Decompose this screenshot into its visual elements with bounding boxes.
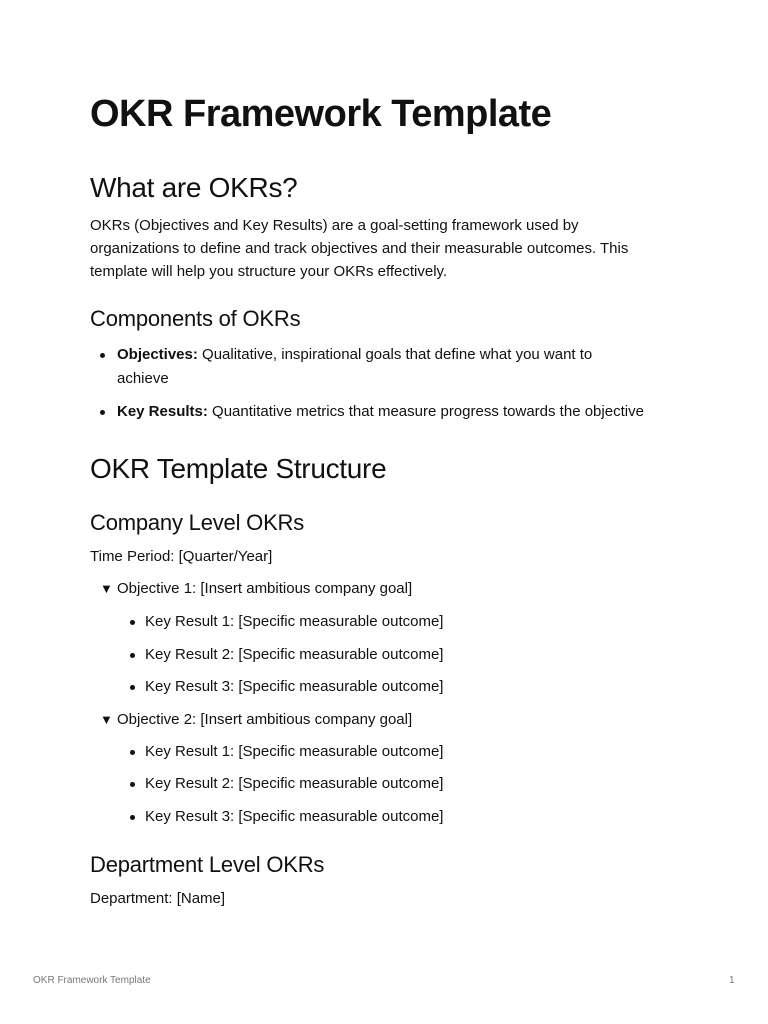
section-heading-what-are-okrs: What are OKRs? bbox=[90, 172, 298, 203]
subsection-heading-department-level: Department Level OKRs bbox=[90, 852, 325, 877]
section-heading-template-structure: OKR Template Structure bbox=[90, 453, 387, 484]
intro-paragraph-line: organizations to define and track objectives and their measurable outcomes. This bbox=[90, 240, 629, 257]
footer-page-number: 1 bbox=[729, 975, 735, 986]
list-item-text bbox=[117, 400, 687, 424]
term-label: Key Results: bbox=[117, 403, 208, 420]
intro-paragraph-line: OKRs (Objectives and Key Results) are a goal-setting framework used by bbox=[90, 217, 579, 234]
toggle-triangle-down-icon[interactable]: ▼ bbox=[100, 581, 113, 596]
toggle-triangle-down-icon[interactable]: ▼ bbox=[100, 712, 113, 727]
intro-paragraph bbox=[90, 214, 680, 283]
list-item-text bbox=[117, 343, 687, 391]
bullet-icon bbox=[130, 782, 135, 787]
page-title: OKR Framework Template bbox=[90, 93, 552, 135]
intro-paragraph-line: template will help you structure your OKRs effectively. bbox=[90, 263, 448, 280]
key-result-item: Key Result 3: [Specific measurable outcome] bbox=[145, 678, 444, 695]
bullet-icon bbox=[100, 410, 105, 415]
time-period-line: Time Period: [Quarter/Year] bbox=[90, 548, 273, 565]
department-line: Department: [Name] bbox=[90, 890, 226, 907]
bullet-icon bbox=[130, 685, 135, 690]
bullet-icon bbox=[130, 653, 135, 658]
footer-document-name: OKR Framework Template bbox=[33, 975, 151, 986]
bullet-icon bbox=[100, 353, 105, 358]
key-result-item: Key Result 1: [Specific measurable outcome] bbox=[145, 743, 444, 760]
bullet-icon bbox=[130, 750, 135, 755]
key-result-item: Key Result 2: [Specific measurable outcome] bbox=[145, 646, 444, 663]
subsection-heading-company-level: Company Level OKRs bbox=[90, 510, 305, 535]
term-label: Objectives: bbox=[117, 346, 198, 363]
term-description: Quantitative metrics that measure progress towards the objective bbox=[207, 403, 644, 420]
objective-toggle-label[interactable]: Objective 1: [Insert ambitious company goal] bbox=[117, 580, 413, 597]
objective-toggle-label[interactable]: Objective 2: [Insert ambitious company goal] bbox=[117, 711, 413, 728]
term-description-continued: achieve bbox=[117, 370, 169, 387]
key-result-item: Key Result 1: [Specific measurable outcome] bbox=[145, 613, 444, 630]
key-result-item: Key Result 2: [Specific measurable outcome] bbox=[145, 775, 444, 792]
bullet-icon bbox=[130, 815, 135, 820]
key-result-item: Key Result 3: [Specific measurable outcome] bbox=[145, 808, 444, 825]
subsection-heading-components: Components of OKRs bbox=[90, 306, 301, 331]
term-description: Qualitative, inspirational goals that define what you want to bbox=[197, 346, 593, 363]
bullet-icon bbox=[130, 620, 135, 625]
